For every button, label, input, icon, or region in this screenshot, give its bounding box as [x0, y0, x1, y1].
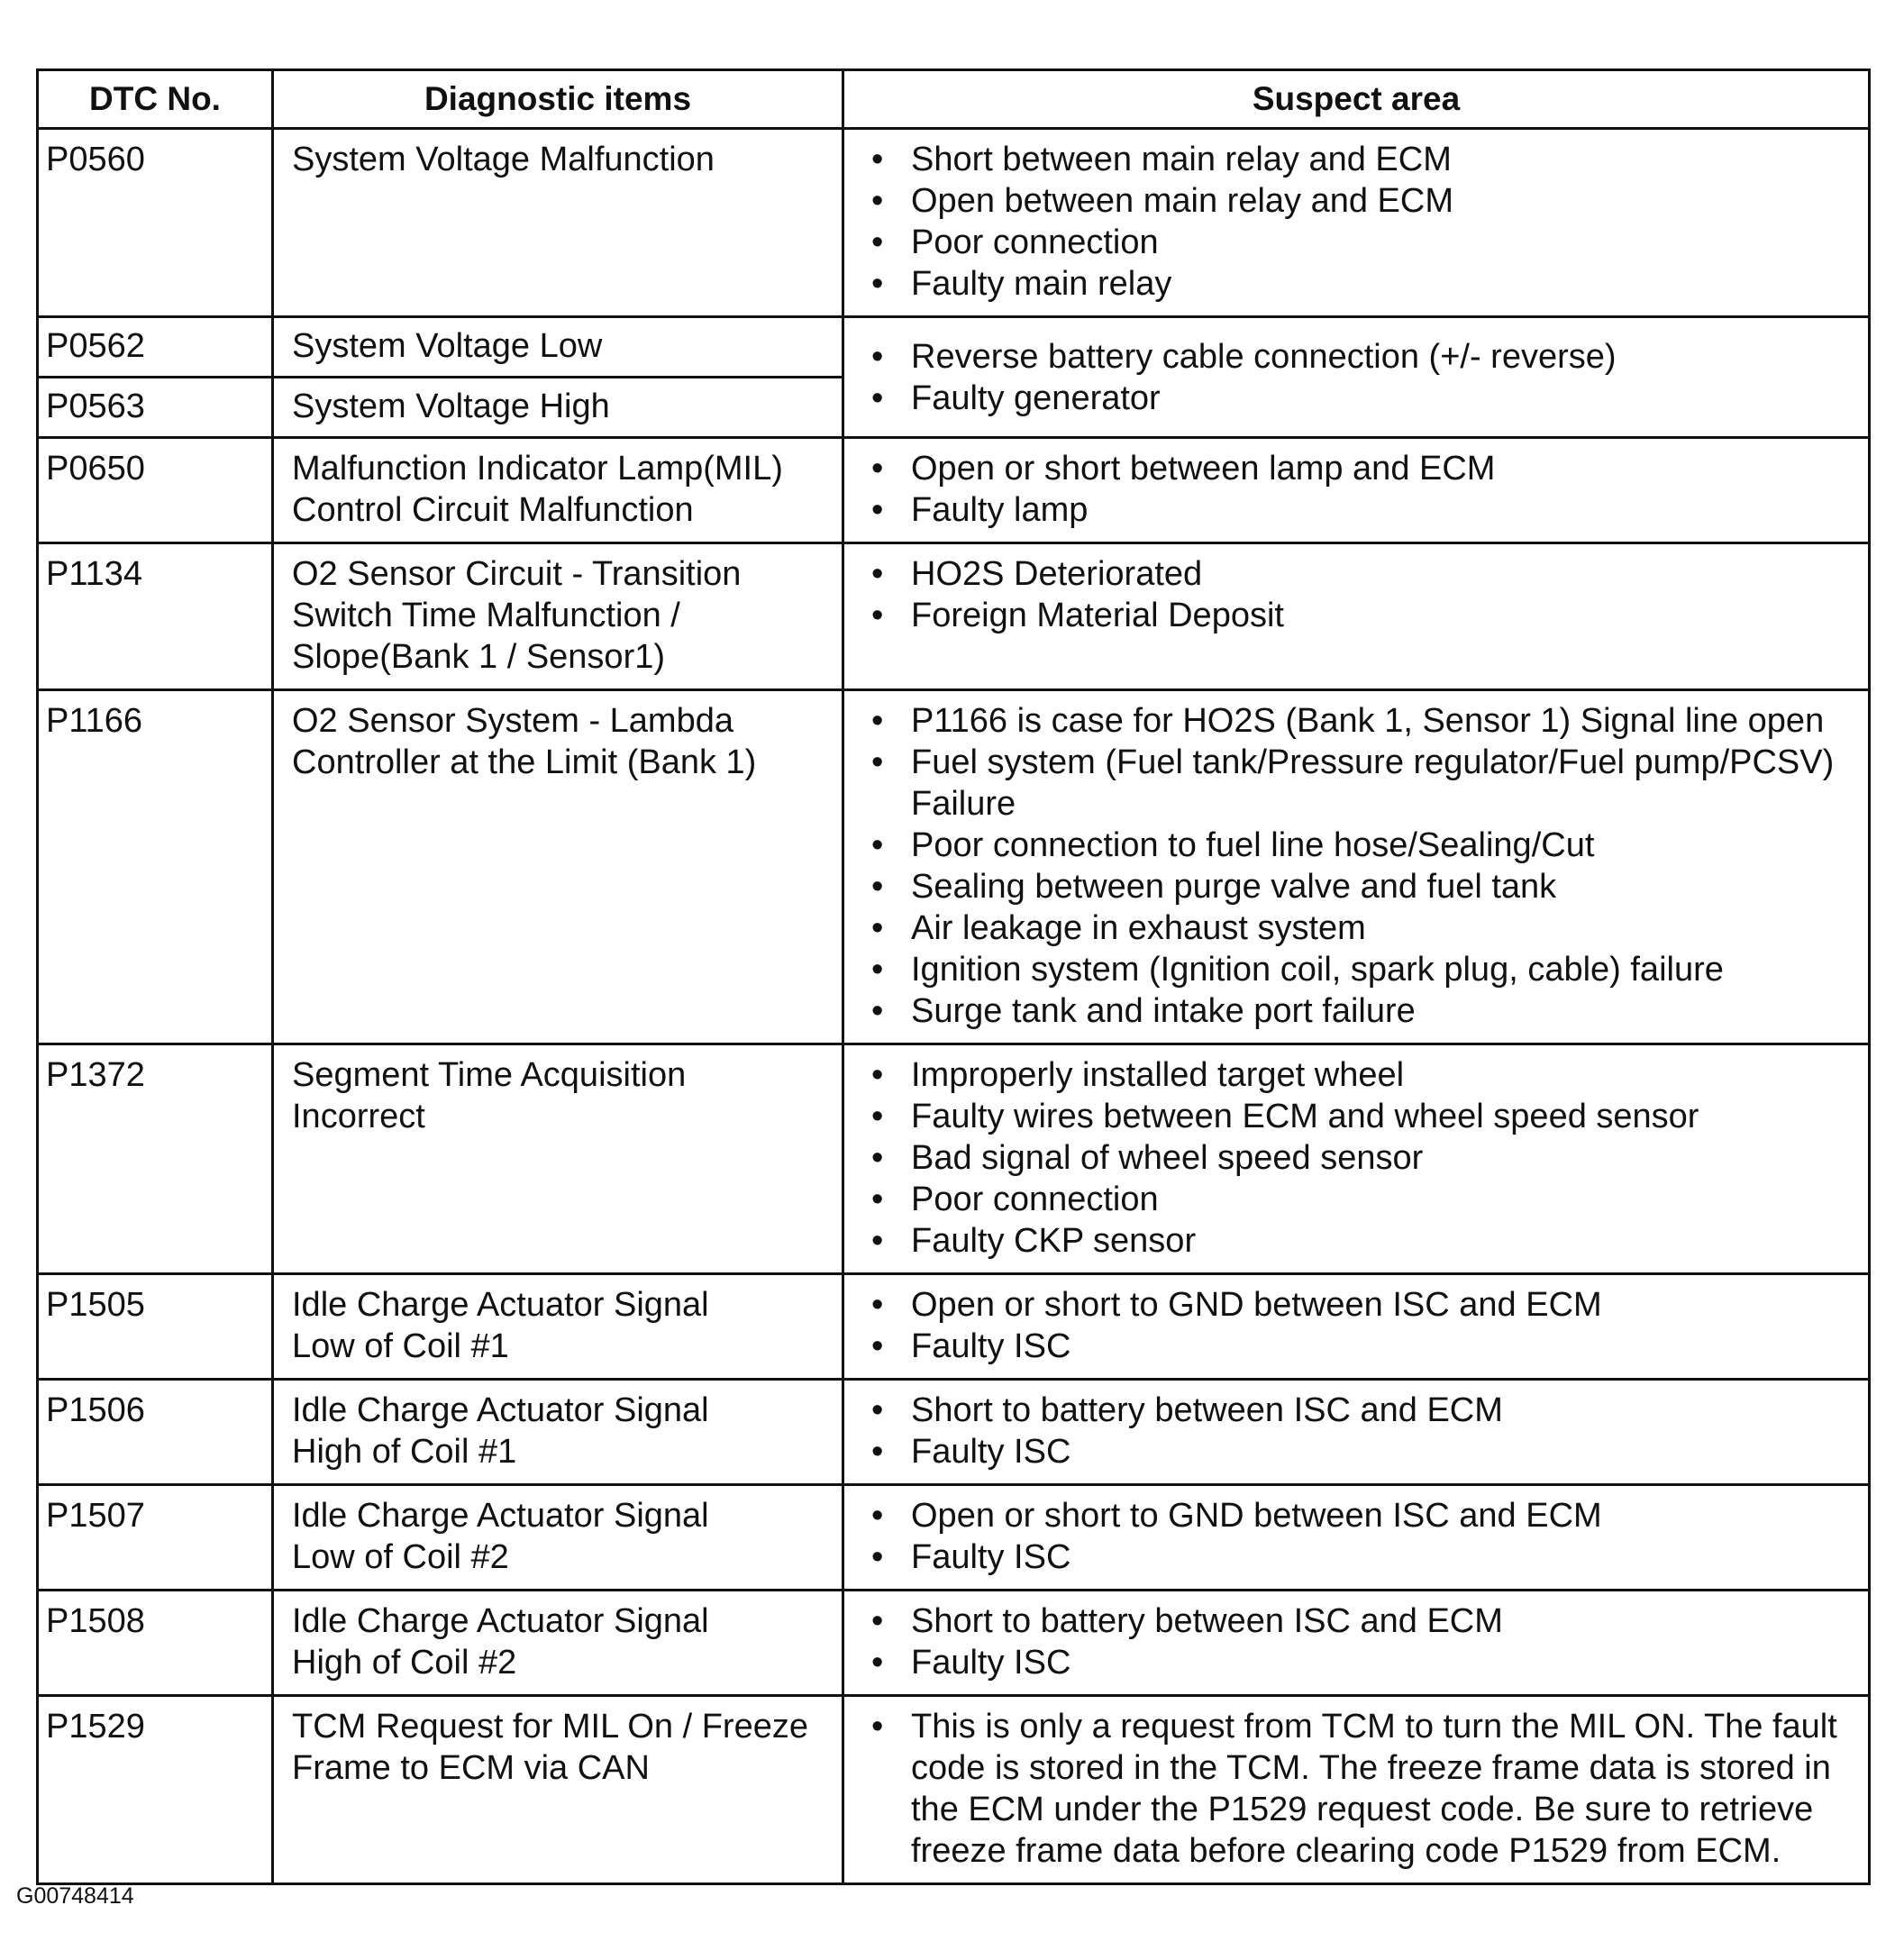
- table-row: [38, 1591, 1870, 1696]
- dtc-table: [36, 68, 1871, 1885]
- suspect-item: • Foreign Material Deposit: [862, 595, 1857, 636]
- diagnostic-item-line: O2 Sensor System - Lambda: [292, 702, 733, 740]
- figure-id: G00748414: [16, 1883, 134, 1909]
- suspect-area: [843, 317, 1870, 438]
- suspect-list: [862, 448, 1857, 531]
- diagnostic-item-line: Slope(Bank 1 / Sensor1): [292, 638, 666, 676]
- diagnostic-item: System Voltage High: [273, 378, 843, 438]
- suspect-item: • Ignition system (Ignition coil, spark plug, cable) failure: [862, 949, 1857, 990]
- diagnostic-item: [273, 1380, 843, 1485]
- table-row: [38, 1696, 1870, 1884]
- diagnostic-item: [273, 1485, 843, 1591]
- diagnostic-item: [273, 1044, 843, 1274]
- suspect-area: [843, 1044, 1870, 1274]
- diagnostic-item: [273, 1591, 843, 1696]
- diagnostic-item-line: O2 Sensor Circuit - Transition: [292, 555, 742, 593]
- diagnostic-item-line: Switch Time Malfunction /: [292, 597, 680, 634]
- suspect-item: • Reverse battery cable connection (+/- reverse): [862, 336, 1857, 378]
- suspect-item: • Open or short to GND between ISC and ECM: [862, 1284, 1857, 1326]
- dtc-code: P0650: [38, 438, 273, 543]
- suspect-list: [862, 553, 1857, 636]
- suspect-area: [843, 543, 1870, 690]
- dtc-code: P1529: [38, 1696, 273, 1884]
- diagnostic-item-line: Idle Charge Actuator Signal: [292, 1497, 709, 1535]
- diagnostic-item: [273, 1274, 843, 1380]
- suspect-item: • Surge tank and intake port failure: [862, 990, 1857, 1032]
- table-row: [38, 543, 1870, 690]
- suspect-item: • Improperly installed target wheel: [862, 1054, 1857, 1096]
- diagnostic-item-line: System Voltage Malfunction: [292, 141, 715, 178]
- suspect-area: [843, 1380, 1870, 1485]
- suspect-list: [862, 1390, 1857, 1472]
- suspect-list: [862, 139, 1857, 305]
- suspect-item: • Faulty lamp: [862, 489, 1857, 531]
- table-row: [38, 1274, 1870, 1380]
- diagnostic-item-line: Idle Charge Actuator Signal: [292, 1391, 709, 1429]
- table-row: [38, 438, 1870, 543]
- suspect-area: [843, 690, 1870, 1044]
- suspect-area: [843, 1696, 1870, 1884]
- suspect-list: [862, 336, 1857, 419]
- suspect-item: • Poor connection: [862, 222, 1857, 263]
- diagnostic-item: [273, 690, 843, 1044]
- suspect-item: • Faulty generator: [862, 378, 1857, 419]
- header-diagnostic-items: Diagnostic items: [273, 70, 843, 129]
- suspect-item: • Faulty CKP sensor: [862, 1220, 1857, 1262]
- suspect-list: [862, 700, 1857, 1032]
- table-row: [38, 1485, 1870, 1591]
- suspect-list: [862, 1284, 1857, 1367]
- diagnostic-item-line: High of Coil #1: [292, 1433, 517, 1471]
- suspect-item: • P1166 is case for HO2S (Bank 1, Sensor 1) Signal line open: [862, 700, 1857, 742]
- table-row: [38, 690, 1870, 1044]
- suspect-area: [843, 438, 1870, 543]
- header-suspect-area: Suspect area: [843, 70, 1870, 129]
- diagnostic-item-line: Low of Coil #1: [292, 1327, 509, 1365]
- suspect-item: • Fuel system (Fuel tank/Pressure regulator/Fuel pump/PCSV) Failure: [862, 742, 1857, 825]
- suspect-item: • Faulty ISC: [862, 1536, 1857, 1578]
- suspect-item: • Short between main relay and ECM: [862, 139, 1857, 180]
- suspect-item: • Open between main relay and ECM: [862, 180, 1857, 222]
- suspect-list: [862, 1600, 1857, 1683]
- diagnostic-item: [273, 129, 843, 317]
- suspect-item: • Faulty main relay: [862, 263, 1857, 305]
- diagnostic-item: [273, 438, 843, 543]
- diagnostic-item-line: Frame to ECM via CAN: [292, 1749, 650, 1787]
- dtc-code: P1508: [38, 1591, 273, 1696]
- diagnostic-item-line: Idle Charge Actuator Signal: [292, 1286, 709, 1324]
- suspect-list: [862, 1054, 1857, 1262]
- dtc-code: P1505: [38, 1274, 273, 1380]
- diagnostic-item-line: Incorrect: [292, 1098, 425, 1135]
- suspect-item: • Short to battery between ISC and ECM: [862, 1390, 1857, 1431]
- dtc-code: P1506: [38, 1380, 273, 1485]
- table-row: [38, 129, 1870, 317]
- diagnostic-item-line: High of Coil #2: [292, 1644, 517, 1682]
- suspect-item: • Faulty ISC: [862, 1431, 1857, 1472]
- suspect-item: • Poor connection: [862, 1179, 1857, 1220]
- header-dtc-no: DTC No.: [38, 70, 273, 129]
- suspect-item: • Faulty wires between ECM and wheel speed sensor: [862, 1096, 1857, 1137]
- table-header-row: [38, 70, 1870, 129]
- suspect-item: • This is only a request from TCM to turn the MIL ON. The fault code is stored in the TCM. The freeze frame data is stored in the ECM under the P1529 request code. Be sure to retrieve freeze frame data before clearing code P1529 from ECM.: [862, 1706, 1857, 1872]
- suspect-item: • Air leakage in exhaust system: [862, 907, 1857, 949]
- suspect-item: • Poor connection to fuel line hose/Sealing/Cut: [862, 825, 1857, 866]
- suspect-item: • Sealing between purge valve and fuel tank: [862, 866, 1857, 907]
- table-row: [38, 1044, 1870, 1274]
- dtc-code: P0560: [38, 129, 273, 317]
- suspect-area: [843, 1274, 1870, 1380]
- diagnostic-item-line: Idle Charge Actuator Signal: [292, 1602, 709, 1640]
- table-row: [38, 317, 1870, 378]
- diagnostic-item-line: Segment Time Acquisition: [292, 1056, 687, 1094]
- suspect-list: [862, 1706, 1857, 1872]
- dtc-code: P1372: [38, 1044, 273, 1274]
- suspect-area: [843, 1591, 1870, 1696]
- diagnostic-item-line: TCM Request for MIL On / Freeze: [292, 1708, 808, 1746]
- suspect-item: • Faulty ISC: [862, 1642, 1857, 1683]
- suspect-list: [862, 1495, 1857, 1578]
- suspect-area: [843, 1485, 1870, 1591]
- table-row: [38, 1380, 1870, 1485]
- suspect-area: [843, 129, 1870, 317]
- dtc-code: P0562: [38, 317, 273, 378]
- suspect-item: • Short to battery between ISC and ECM: [862, 1600, 1857, 1642]
- dtc-code: P1507: [38, 1485, 273, 1591]
- suspect-item: • Open or short to GND between ISC and ECM: [862, 1495, 1857, 1536]
- dtc-code: P0563: [38, 378, 273, 438]
- dtc-code: P1134: [38, 543, 273, 690]
- suspect-item: • Open or short between lamp and ECM: [862, 448, 1857, 489]
- diagnostic-item-line: Malfunction Indicator Lamp(MIL): [292, 450, 783, 488]
- suspect-item: • HO2S Deteriorated: [862, 553, 1857, 595]
- diagnostic-item-line: Controller at the Limit (Bank 1): [292, 743, 757, 781]
- dtc-code: P1166: [38, 690, 273, 1044]
- diagnostic-item: [273, 1696, 843, 1884]
- suspect-item: • Bad signal of wheel speed sensor: [862, 1137, 1857, 1179]
- diagnostic-item: [273, 543, 843, 690]
- diagnostic-item-line: Low of Coil #2: [292, 1538, 509, 1576]
- suspect-item: • Faulty ISC: [862, 1326, 1857, 1367]
- diagnostic-item-line: Control Circuit Malfunction: [292, 491, 694, 529]
- diagnostic-item: System Voltage Low: [273, 317, 843, 378]
